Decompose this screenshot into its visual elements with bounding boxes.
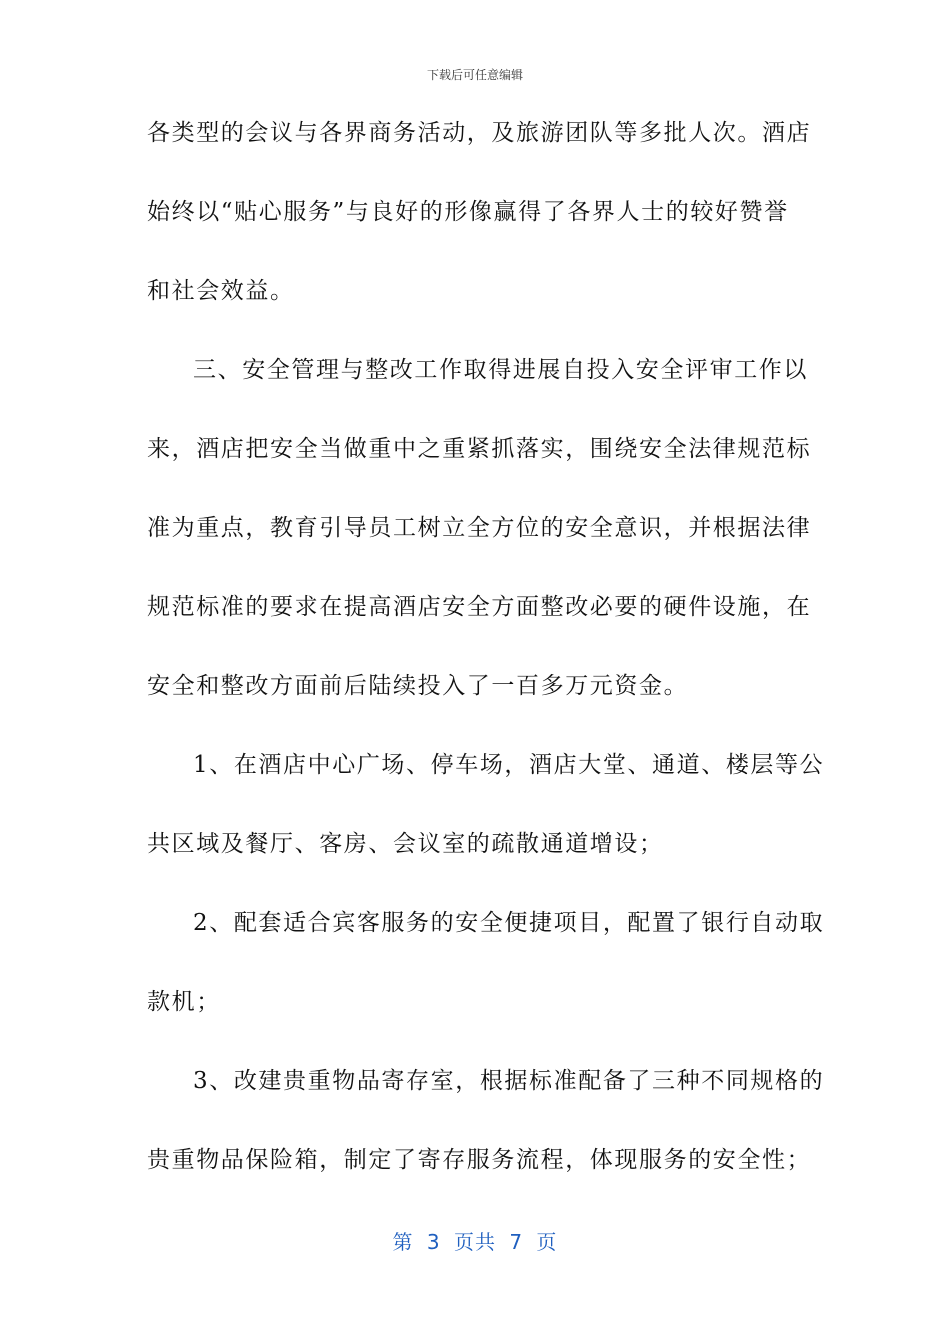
text-line: 各类型的会议与各界商务活动，及旅游团队等多批人次。酒店: [147, 120, 812, 146]
text-line: 始终以“贴心服务”与良好的形像赢得了各界人士的较好赞誉: [147, 199, 789, 225]
page-number: 第 3 页共 7 页: [392, 1230, 558, 1254]
text-line: 安全和整改方面前后陆续投入了一百多万元资金。: [147, 673, 689, 699]
text-line: 和社会效益。: [147, 278, 295, 304]
text-line: 来，酒店把安全当做重中之重紧抓落实，围绕安全法律规范标: [147, 436, 812, 462]
header-note: 下载后可任意编辑: [426, 68, 523, 82]
text-line: 3、改建贵重物品寄存室，根据标准配备了三种不同规格的: [193, 1068, 825, 1094]
text-line: 贵重物品保险箱，制定了寄存服务流程，体现服务的安全性；: [147, 1147, 812, 1173]
text-line: 款机；: [147, 989, 221, 1015]
text-line: 规范标准的要求在提高酒店安全方面整改必要的硬件设施，在: [147, 594, 812, 620]
text-line: 共区域及餐厅、客房、会议室的疏散通道增设；: [147, 831, 664, 857]
text-line: 2、配套适合宾客服务的安全便捷项目，配置了银行自动取: [193, 910, 825, 936]
text-line: 三、安全管理与整改工作取得进展自投入安全评审工作以: [193, 357, 808, 383]
text-line: 1、在酒店中心广场、停车场，酒店大堂、通道、楼层等公: [193, 752, 825, 778]
text-line: 准为重点，教育引导员工树立全方位的安全意识，并根据法律: [147, 515, 812, 541]
